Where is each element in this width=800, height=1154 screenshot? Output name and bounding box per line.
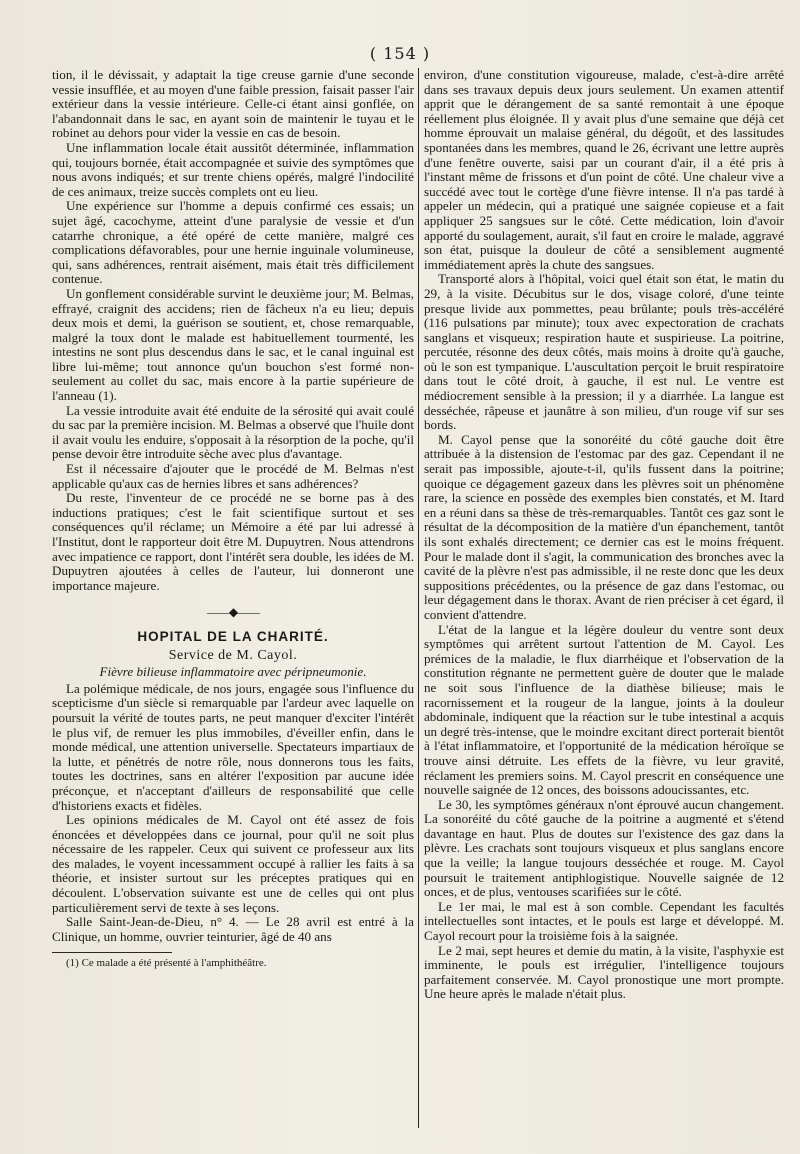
footnote-divider	[52, 952, 172, 953]
paragraph: La vessie introduite avait été enduite de la sérosité qui avait coulé du sac par la première incision. M. Belmas a observé que l'huile dont il avait voulu les enduire, s'opposait à la résorption de la poche, qu'il pense devoir être introduite sèche avec plus d'avantage.	[52, 402, 414, 462]
paragraph: L'état de la langue et la légère douleur du ventre sont deux symptômes qui arrêtent surtout l'attention de M. Cayol. Les prémices de la maladie, le flux diarrhéique et l'observation de la constitution régnante ne permettent guère de douter que le malade ne soit sous l'influence de la diathèse bilieuse; mais le racornissement et la rougeur de la langue, joints à la douleur abdominale, indiquent que la réaction sur le tube intestinal a acquis un degré très-intense, que le moindre excitant direct porterait bientôt à l'état inflammatoire, et l'opportunité de la médication héroïque se trouve ainsi détruite. Les effets de la fièvre, vu leur gravité, réclament les premiers soins. M. Cayol prescrit en conséquence une nouvelle saignée de 12 onces, des boissons adoucissantes, etc.	[424, 621, 784, 798]
paragraph: Transporté alors à l'hôpital, voici quel était son état, le matin du 29, à la visite. Décubitus sur le dos, visage coloré, d'une teinte presque livide aux pommettes, peau brûlante; pouls très-accéléré (116 pulsations par minute); toux avec expectoration de crachats sanglans et visqueux; respiration haute et suspirieuse. La poitrine, percutée, résonne des deux côtés, mais moins à droite qu'à gauche, où le son est tympanique. L'auscultation perçoit le bruit respiratoire dans tout le côté droit, à gauche, il est nul. Le ventre est médiocrement sensible à la pression; il y a diarrhée. La langue est desséchée, râpeuse et jaunâtre à son milieu, d'un rouge vif sur ses bords.	[424, 271, 784, 433]
footnote: (1) Ce malade a été présenté à l'amphithéâtre.	[66, 957, 267, 970]
paragraph: M. Cayol pense que la sonoréité du côté gauche doit être attribuée à la distension de l'estomac par des gaz. Cependant il ne serait pas impossible, ajoute-t-il, qu'ils fussent dans la poitrine; quoique ce dégagement gazeux dans les plèvres soit un phénomène rare, la science en possède des exemples bien constatés, et M. Itard en a réuni dans sa thèse de très-remarquables. Tantôt ces gaz sont le résultat de la décomposition de la matière d'un épanchement, tantôt ils sont exhalés directement; ce dernier cas est le moins fréquent. Pour le malade dont il s'agit, la communication des bronches avec la cavité de la plèvre n'est pas admissible, il ne reste donc que les deux suppositions précédentes, ou la présence de gaz dans l'estomac, ou leur dégagement dans le thorax. Avant de rien préciser à cet égard, il convient d'attendre.	[424, 431, 784, 622]
paragraph: Les opinions médicales de M. Cayol ont été assez de fois énoncées et développées dans ce journal, pour qu'il ne soit plus nécessaire de les rappeler. Ceux qui suivent ce professeur aux lits des malades, le voyent incessamment occupé à rallier les faits à sa théorie, et insister surtout sur les préceptes pratiques qui en découlent. L'observation suivante est une de celles qui ont plus particulièrement servi de texte à ses leçons.	[52, 812, 414, 915]
paragraph: Le 30, les symptômes généraux n'ont éprouvé aucun changement. La sonoréité du côté gauche de la poitrine a augmenté et s'étend davantage en haut. Plus de doutes sur l'existence des gaz dans la plèvre. Les crachats sont toujours visqueux et plus sanglans encore que la veille; la langue toujours desséchée et rouge. M. Cayol poursuit le traitement antiphlogistique. Nouvelle saignée de 12 onces, et de plus, ventouses scarifiées sur le côté.	[424, 796, 784, 900]
paragraph: tion, il le dévissait, y adaptait la tige creuse garnie d'une seconde vessie insufflée, et au moyen d'une faible pression, faisait passer l'air extérieur dans la vessie intérieure. Celle-ci étant ainsi gonflée, on l'abandonnait dans le sac, en ayant soin de maintenir le tuyau et le robinet au dehors pour vider la vessie en cas de besoin.	[52, 67, 414, 141]
paragraph: Est il nécessaire d'ajouter que le procédé de M. Belmas n'est applicable qu'aux cas de hernies libres et sans adhérences?	[52, 461, 414, 491]
column-divider	[418, 68, 419, 1128]
paragraph: Un gonflement considérable survint le deuxième jour; M. Belmas, effrayé, craignit des accidens; rien de fâcheux n'a eu lieu; depuis deux mois et demi, la guérison se soutient, et, chose remarquable, malgré la toux dont le malade est habituellement tourmenté, les intestins ne sont plus descendus dans le sac, et le canal inguinal est libre lui-même; tout annonce qu'un bouchon s'est formé non-seulement au collet du sac, mais encore à la partie supérieure de l'anneau (1).	[52, 285, 414, 404]
section-heading: HOPITAL DE LA CHARITÉ.	[137, 628, 329, 644]
paragraph: Une expérience sur l'homme a depuis confirmé ces essais; un sujet âgé, cacochyme, atteint d'une paralysie de vessie et d'un catarrhe chronique, a été opéré de cette manière, malgré ces complications défavorables, pour une hernie inguinale volumineuse, qui, sans adhérences, rentrait aisément, mais était très difficilement contenue.	[52, 198, 414, 287]
case-subtitle: Fièvre bilieuse inflammatoire avec péripneumonie.	[99, 664, 367, 680]
left-column	[52, 68, 414, 970]
paragraph: Une inflammation locale était aussitôt déterminée, inflammation qui, toujours bornée, était accompagnée et suivie des symptômes que nous avons indiqués; et sur trente chiens opérés, malgré l'indocilité de ces animaux, treize succès complets ont eu lieu.	[52, 139, 414, 199]
paragraph: Du reste, l'inventeur de ce procédé ne se borne pas à des inductions pratiques; c'est le fait scientifique surtout et ses conséquences qu'il réclame; un Mémoire a été par lui adressé à l'Institut, dont le rapporteur doit être M. Dupuytren. Nous attendrons avec impatience ce rapport, dont l'intérêt sera double, les idées de M. Dupuytren ajoutées à celles de l'auteur, lui donneront une importance majeure.	[52, 490, 414, 593]
service-heading: Service de M. Cayol.	[168, 647, 298, 663]
paragraph: environ, d'une constitution vigoureuse, malade, c'est-à-dire arrêté dans ses travaux depuis deux jours seulement. Un examen attentif apprit que le dérangement de sa santé remontait à une époque réellement plus éloignée. Il y avait plus d'une semaine que déjà cet homme éprouvait un malaise général, du dégoût, et des lassitudes spontanées dans les membres, quand le 26, écrivant une lettre auprès d'une fenêtre ouverte, saisi par un courant d'air, il a été pris à l'instant même de frissons et d'un point de côté. Une chaleur vive a succédé avec tout le cortège d'une fièvre intense. Il n'a pas tardé à appeler un médecin, qui a pratiqué une saignée copieuse et a fait appliquer 25 sangsues sur le côté. Cette médication, loin d'avoir apporté du soulagement, aurait, s'il faut en croire le malade, aggravé son état, puisque la douleur de côté a sensiblement augmenté immédiatement après la chute des sangsues.	[424, 67, 784, 272]
section-ornament: ——◆——	[206, 605, 260, 620]
right-column	[424, 68, 784, 1002]
paragraph: Le 1er mai, le mal est à son comble. Cependant les facultés intellectuelles sont intactes, et le pouls est large et développé. M. Cayol recourt pour la troisième fois à la saignée.	[424, 898, 784, 944]
page-number: ( 154 )	[369, 44, 431, 63]
paragraph: La polémique médicale, de nos jours, engagée sous l'influence du scepticisme d'un siècle si remarquable par l'ardeur avec laquelle on poursuit la vérité de toutes parts, ne peut manquer d'exciter l'intérêt le plus vif, de remuer les plus immobiles, d'éveiller enfin, dans le monde médical, une attention universelle. Spectateurs impartiaux de la lutte, et pénétrés de notre rôle, nous donnerons tous les faits, toutes les doctrines, sans en altérer l'exposition par aucune idée préconçue, et n'acceptant d'ailleurs de responsabilité que celle d'historiens exacts et fidèles.	[52, 680, 414, 813]
paragraph: Salle Saint-Jean-de-Dieu, n° 4. — Le 28 avril est entré à la Clinique, un homme, ouvrier teinturier, âgé de 40 ans	[52, 914, 414, 944]
paragraph: Le 2 mai, sept heures et demie du matin, à la visite, l'asphyxie est imminente, le pouls est irrégulier, l'intelligence toujours parfaitement conservée. M. Cayol pronostique une mort prompte. Une heure après le malade n'était plus.	[424, 942, 784, 1002]
